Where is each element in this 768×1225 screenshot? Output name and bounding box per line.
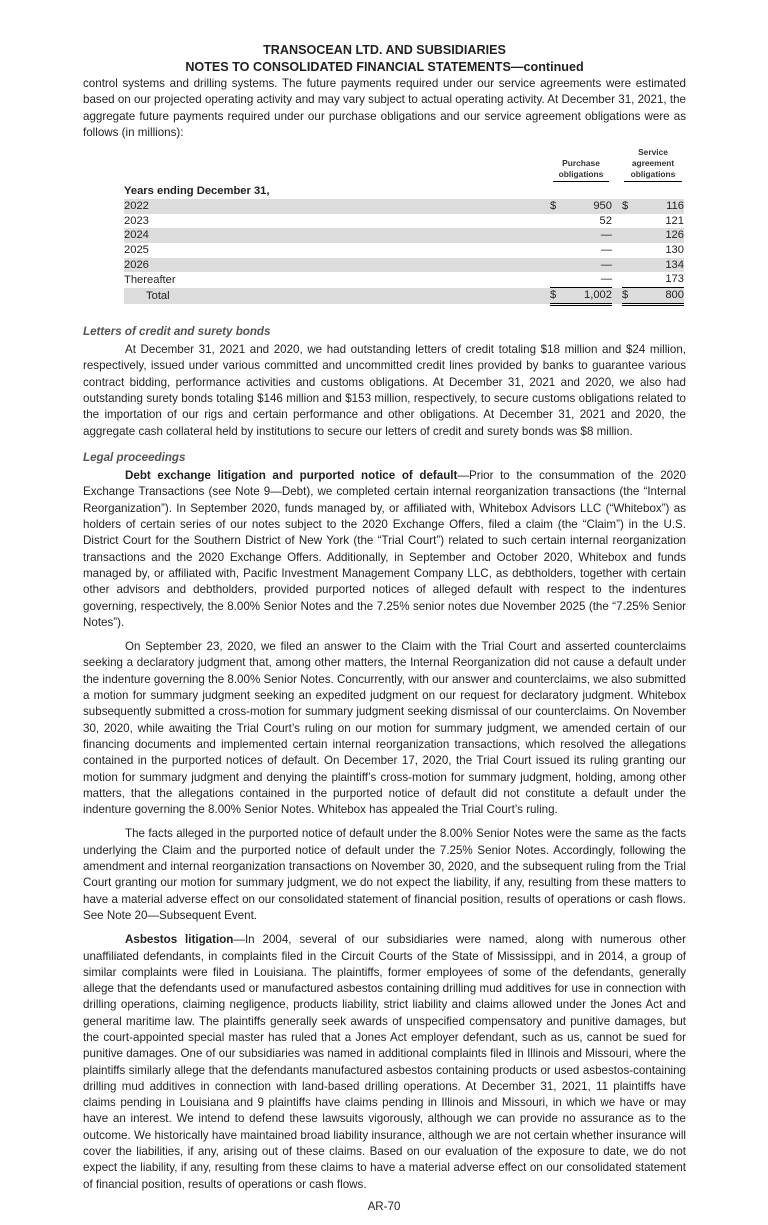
col-header-service: Service agreement obligations [624, 147, 682, 182]
cell-v1: 950 [564, 199, 612, 214]
cell-label: 2023 [124, 214, 149, 227]
currency: $ [622, 288, 636, 305]
cell-v1: — [564, 258, 612, 273]
table-row [124, 272, 684, 287]
cell-c1 [550, 228, 564, 243]
table-row [124, 199, 684, 214]
cell-v2: 121 [665, 214, 684, 227]
debt-exchange-text: —Prior to the consummation of the 2020 Exchange Transactions (see Note 9—Debt), we completed certain internal reorganization transactions (the “Internal Reorganization”). In September 2020, funds managed by, or affiliated with, Whitebox Advisors LLC (“Whitebox”) as holders of certain series of our notes subject to the 2020 Exchange Offers, filed a claim (the “Claim”) in the U.S. District Court for the Southern District of New York (the “Trial Court”) related to such certain internal reorganization transactions and the 2020 Exchange Offers. Additionally, in September and October 2020, Whitebox and funds managed by, or affiliated with, Pacific Investment Management Company LLC, as debtholders, together with certain other advisors and debtholders, provided purported notices of alleged default with respect to the indentures governing, respectively, the 8.00% Senior Notes and the 7.25% senior notes due November 2025 (the “7.25% Senior Notes”). [83, 469, 686, 629]
table-total-row [124, 288, 684, 305]
cell-v1: — [564, 228, 612, 243]
asbestos-paragraph [83, 932, 686, 1193]
cell-v2: 130 [665, 244, 684, 256]
cell-c2 [622, 243, 636, 258]
intro-paragraph: control systems and drilling systems. The future payments required under our service agreements were estimated based on our projected operating activity and may vary subject to actual operating activity. At December 31, 2021, the aggregate future payments required under our purchase obligations and our service agreement obligations were as follows (in millions): [83, 77, 686, 139]
cell-v2: 116 [636, 199, 684, 214]
cell-c1 [550, 243, 564, 258]
table-row [124, 214, 684, 229]
obligations-table [124, 147, 684, 306]
cell-label: 2026 [124, 258, 550, 273]
table-row [124, 258, 684, 273]
header-company: TRANSOCEAN LTD. AND SUBSIDIARIES [263, 43, 506, 57]
header-subtitle: NOTES TO CONSOLIDATED FINANCIAL STATEMENTS—continued [185, 60, 584, 74]
cell-c1: $ [550, 199, 564, 214]
section-heading-legal: Legal proceedings [83, 450, 186, 464]
cell-v1: — [600, 244, 612, 256]
counterclaims-paragraph: On September 23, 2020, we filed an answer to the Claim with the Trial Court and asserted counterclaims seeking a declaratory judgment that, among other matters, the Internal Reorganization did not cause a default under the indenture governing the 8.00% Senior Notes. Concurrently, with our answer and counterclaims, we also submitted a motion for summary judgment seeking an expedited judgment on our request for declaratory judgment. Whitebox subsequently submitted a cross-motion for summary judgment seeking dismissal of our counterclaims. On November 30, 2020, while awaiting the Trial Court’s ruling on our motion for summary judgment, we amended certain of our financing documents and implemented certain internal reorganization transactions, which resolved the allegations contained in the purported notices of default. On December 17, 2020, the Trial Court issued its ruling granting our motion for summary judgment and denying the plaintiff’s cross-motion for summary judgment, holding, among other matters, that the allegations contained in the purported notice of default did not constitute a default under the indenture governing the 8.00% Senior Notes. Whitebox has appealed the Trial Court’s ruling. [83, 640, 686, 817]
col-header-purchase: Purchase obligations [553, 158, 609, 182]
debt-exchange-paragraph [83, 468, 686, 631]
section-heading-letters: Letters of credit and surety bonds [83, 324, 271, 338]
cell-v1: — [600, 273, 612, 286]
table-row [124, 228, 684, 243]
cell-c1 [550, 214, 564, 229]
total-label: Total [124, 288, 550, 305]
asbestos-text: —In 2004, several of our subsidiaries were named, along with numerous other unaffiliated defendants, in complaints filed in the Circuit Courts of the State of Mississippi, and in 2014, a group of similar complaints were filed in Louisiana. The plaintiffs, former employees of some of the defendants, generally allege that the defendants used or manufactured asbestos containing drilling mud additives for use in connection with drilling operations, claiming negligence, products liability, strict liability and claims allowed under the Jones Act and general maritime law. The plaintiffs generally seek awards of unspecified compensatory and punitive damages, but the court-appointed special master has ruled that a Jones Act employer defendant, such as us, cannot be sued for punitive damages. One of our subsidiaries was named in additional complaints filed in Illinois and Missouri, where the plaintiffs similarly allege that the defendants manufactured asbestos containing products or used asbestos-containing drilling mud additives in connection with land-based drilling operations. At December 31, 2021, 11 plaintiffs have claims pending in Louisiana and 9 plaintiffs have claims pending in Illinois and Missouri, in which we have or may have an interest. We intend to defend these lawsuits vigorously, although we can provide no assurance as to the outcome. We historically have maintained broad liability insurance, although we are not certain whether insurance will cover the liabilities, if any, arising out of these claims. Based on our evaluation of the exposure to date, we do not expect the liability, if any, resulting from these claims to have a material adverse effect on our consolidated statement of financial position, results of operations or cash flows. [83, 933, 686, 1191]
total-purchase: 1,002 [564, 288, 612, 305]
currency: $ [550, 288, 564, 305]
debt-exchange-title: Debt exchange litigation and purported notice of default [125, 469, 458, 483]
cell-c2 [622, 228, 636, 243]
cell-label: 2025 [124, 244, 149, 256]
cell-c2: $ [622, 199, 636, 214]
cell-c1 [550, 258, 564, 273]
cell-v2: 134 [636, 258, 684, 273]
cell-label: Thereafter [124, 273, 176, 286]
cell-v2: 126 [636, 228, 684, 243]
page-number: AR-70 [367, 1199, 401, 1213]
facts-paragraph: The facts alleged in the purported notice of default under the 8.00% Senior Notes were the same as the facts underlying the Claim and the purported notice of default under the 7.25% Senior Notes. Accordingly, following the amendment and internal reorganization transactions on November 30, 2020, and the subsequent ruling from the Trial Court granting our motion for summary judgment, we do not expect the liability, if any, resulting from these matters to have a material adverse effect on our consolidated statement of financial position, results of operations or cash flows. See Note 20—Subsequent Event. [83, 827, 686, 922]
document-page [83, 0, 686, 1193]
letters-paragraph: At December 31, 2021 and 2020, we had outstanding letters of credit totaling $18 million and $24 million, respectively, issued under various committed and uncommitted credit lines provided by banks to guarantee various contract bidding, performance activities and customs obligations. At December 31, 2021 and 2020, we also had outstanding surety bonds totaling $146 million and $153 million, respectively, to secure customs obligations related to the importation of our rigs and certain performance and other obligations. At December 31, 2021 and 2020, the aggregate cash collateral held by institutions to secure our letters of credit and surety bonds was $8 million. [83, 343, 686, 438]
cell-v1: 52 [599, 214, 612, 227]
total-service: 800 [636, 288, 684, 305]
cell-c2 [622, 272, 636, 287]
table-row [124, 243, 684, 258]
cell-c2 [622, 214, 636, 229]
cell-v2: 173 [665, 273, 684, 286]
cell-label: 2024 [124, 228, 550, 243]
cell-label: 2022 [124, 199, 550, 214]
cell-c2 [622, 258, 636, 273]
table-section-label: Years ending December 31, [124, 185, 270, 198]
cell-c1 [550, 272, 564, 287]
asbestos-title: Asbestos litigation [125, 933, 234, 947]
